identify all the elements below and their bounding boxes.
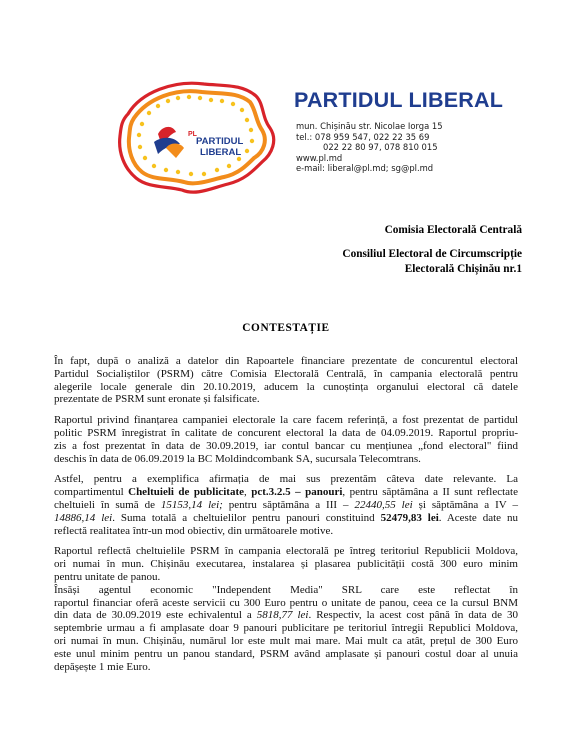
text-run: . Aceste date nu [438,511,518,524]
text-run: din data de 30.09.2019 este echivalentul a [54,609,257,622]
text-line: deschis în data de 06.09.2019 la BC Moldindcombank SA, sucursala Telecomtrans. [54,452,421,465]
contact-address: mun. Chișinău str. Nicolae Iorga 15 [296,121,443,131]
contact-website-link[interactable]: www.pl.md [296,152,343,163]
text-line: Însăși agentul economic "Independent Media" SRL care este reflectat în [54,583,518,596]
contact-phone-line2: 022 22 80 97, 078 810 015 [323,142,438,153]
text-line: Partidul Socialiștilor (PSRM) către Comisia Electorală Centrală, în campania electorală pentru [54,367,518,380]
text-line: În fapt, după o analiză a datelor din Rapoartele financiare prezentate de concurentul electoral [54,355,518,367]
bold-heading-publicity: Cheltuieli de publicitate [128,486,245,499]
party-title: PARTIDUL LIBERAL [294,88,504,112]
amount-week-3: 22440,55 lei [354,498,413,511]
text-line: ori numai în mun. Chișinău, numărul lor este mult mai mare. Mai mult ca atât, prețul de 300 Euro [54,634,518,647]
text-line: depășește 1 mie Euro. [54,660,151,673]
logo-pl-text: PL [188,131,197,138]
bold-point-panouri: pct.3.2.5 – panouri [251,486,343,499]
text-line: este unul minim pentru un panou standard, PSRM având amplasate și panouri costul doar al unuia [54,647,518,660]
text-run: și săptămâna a IV – [412,498,518,511]
text-line: Raportul reflectă cheltuielile PSRM în campania electorală pe întreg teritoriul Republicii Moldova, [54,545,518,558]
text-line: alegerile locale generale din 20.10.2019, aducem la cunoștința organului electoral că datele [54,380,518,393]
text-run: , pentru săptămâna a II sunt reflectate [342,486,518,499]
text-run: , [244,486,252,499]
text-line: prezentate de PSRM sunt eronate și falsificate. [54,393,260,406]
logo-liberal-text: LIBERAL [200,147,242,158]
text-line: reflectă realitatea într-un mod obiectiv, din următoarele motive. [54,524,334,537]
text-run: compartimentul [54,486,129,499]
text-run: cheltuieli în sumă de [54,498,161,511]
recipient-cec: Comisia Electorală Centrală [384,224,522,236]
paragraph-4 [54,545,518,673]
logo-partidul-text: PARTIDUL [196,136,244,147]
text-run: . Respectiv, la acest cost până în data de 30 [308,609,519,622]
document-body [54,355,518,681]
contact-email[interactable]: e-mail: liberal@pl.md; sg@pl.md [296,163,434,174]
contact-phone-line1: tel.: 078 959 547, 022 22 35 69 [296,131,430,142]
recipient-council-line2: Electorală Chișinău nr.1 [404,263,522,275]
text-line [54,609,518,622]
text-line: politic PSRM înregistrat în calitate de concurent electoral la data de 04.09.2019. Raportul propriu- [54,426,518,439]
amount-week-4: 14886,14 lei [54,511,113,524]
paragraph-3 [54,473,518,537]
moldova-map-logo-icon [96,62,286,212]
party-logo [96,62,286,212]
text-run: . Suma totală a cheltuielilor pentru panouri constituind [112,511,381,524]
text-line: Raportul privind finanțarea campaniei electorale la care facem referință, a fost prezentat de partidul [54,414,518,427]
text-line: zis a fost prezentat în data de 30.09.2019, iar contul bancar cu mențiunea „fond electoral" fiind [54,439,518,452]
paragraph-1 [54,355,518,406]
amount-total: 52479,83 lei [380,511,439,524]
amount-euro-equivalent: 5818,77 lei [256,609,309,622]
text-line: raportul financiar oferă aceste servicii cu 300 Euro pentru o unitate de panou, ceea ce la cursul BNM [54,596,518,609]
amount-week-2: 15153,14 lei; [160,498,223,511]
contact-block [296,121,443,174]
text-run: pentru săptămâna a III – [222,498,355,511]
text-line: Astfel, pentru a exemplifica afirmația de mai sus prezentăm câteva date relevante. La [54,473,518,486]
paragraph-2 [54,414,518,465]
text-line [54,512,518,525]
text-line [54,499,518,512]
text-line: pentru unitate de panou. [54,570,161,583]
recipient-council-line1: Consiliul Electoral de Circumscripție [342,248,522,260]
document-title: CONTESTAȚIE [242,322,330,334]
text-line: septembrie urmau a fi amplasate doar 9 panouri publicitare pe teritoriul întregii Republici Moldova, [54,622,518,635]
text-line [54,486,518,499]
text-line: ori numai în mun. Chișinău executarea, instalarea și plasarea publicității costă 300 euro minim [54,558,518,571]
